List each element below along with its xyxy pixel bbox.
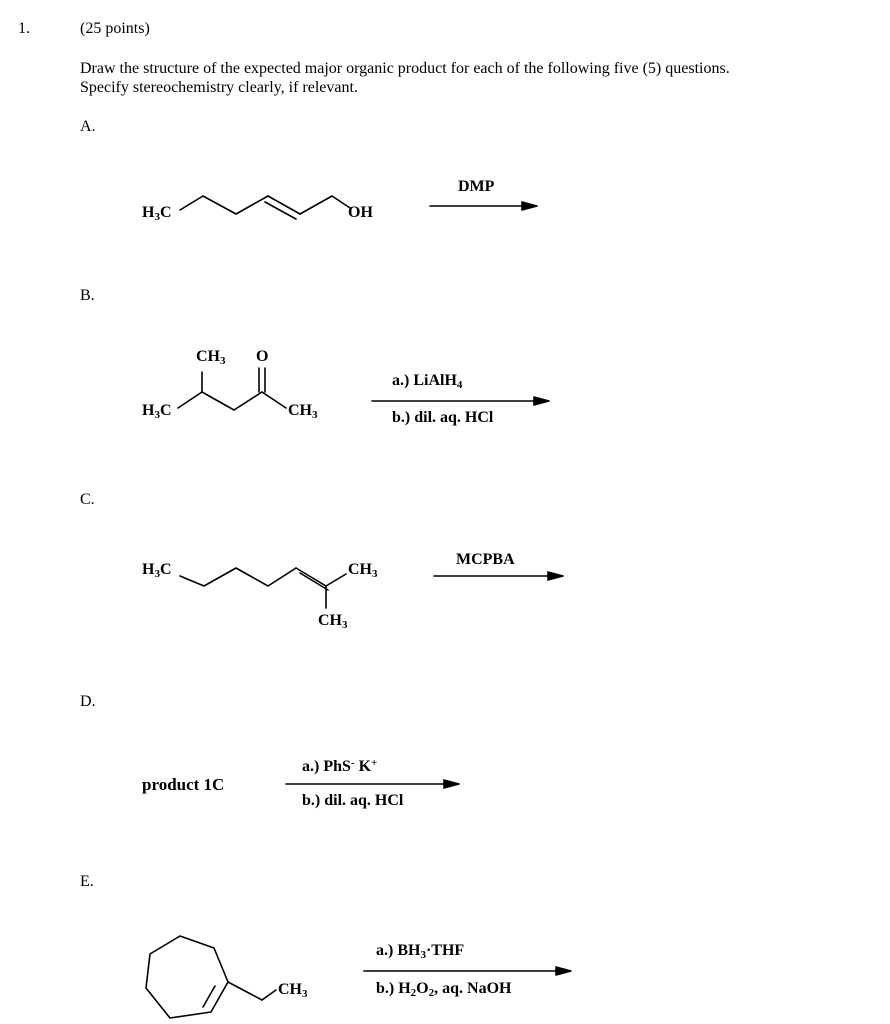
- part-b-ch3: $CH_3$: [288, 402, 318, 421]
- part-a-molecule: [180, 196, 350, 219]
- part-e-reagent-a: a.) $BH_3\cdot THF$: [376, 942, 465, 961]
- part-c-reagent: MCPBA: [456, 551, 515, 568]
- part-b-arrow: [372, 397, 549, 405]
- part-b-molecule: [178, 368, 286, 410]
- part-b-carbonyl-oxygen: O: [256, 348, 269, 365]
- part-e-arrow: [364, 967, 571, 975]
- part-d-reagent-a: a.) PhS- K+: [302, 757, 378, 775]
- part-b-h3c: $H_3C$: [142, 402, 172, 421]
- question-points: (25 points): [80, 20, 150, 37]
- part-c-molecule: [180, 568, 346, 608]
- part-a-oh: OH: [348, 204, 373, 221]
- part-c-label: C.: [80, 491, 95, 508]
- part-d-arrow: [286, 780, 459, 788]
- instruction-line-2: Specify stereochemistry clearly, if relevant.: [80, 79, 358, 96]
- part-c-arrow: [434, 572, 563, 580]
- part-e-molecule: [146, 936, 276, 1018]
- part-a-label: A.: [80, 118, 96, 135]
- part-c-ch3-bottom: $CH_3$: [318, 612, 348, 631]
- part-b-reagent-b: b.) dil. aq. HCl: [392, 409, 494, 426]
- part-d-substrate: product 1C: [142, 775, 225, 794]
- part-a-reagent: DMP: [458, 178, 495, 195]
- part-b-reagent-a: a.) LiAlH$_4$: [392, 372, 463, 391]
- question-number: 1.: [18, 20, 30, 37]
- part-c-ch3-right: $CH_3$: [348, 561, 378, 580]
- part-e-ch3: $CH_3$: [278, 981, 308, 1000]
- part-d-reagent-b: b.) dil. aq. HCl: [302, 792, 404, 809]
- part-b-methyl: $CH_3$: [196, 348, 226, 367]
- part-a-h3c: $H_3C$: [142, 204, 172, 223]
- instruction-line-1: Draw the structure of the expected major organic product for each of the following five (5) questions.: [80, 60, 730, 77]
- part-b-label: B.: [80, 287, 95, 304]
- part-a-arrow: [430, 202, 537, 210]
- part-e-label: E.: [80, 873, 94, 890]
- part-e-reagent-b: b.) $H_2O_2$, aq. NaOH: [376, 980, 512, 999]
- part-d-label: D.: [80, 693, 96, 710]
- part-c-h3c: $H_3C$: [142, 561, 172, 580]
